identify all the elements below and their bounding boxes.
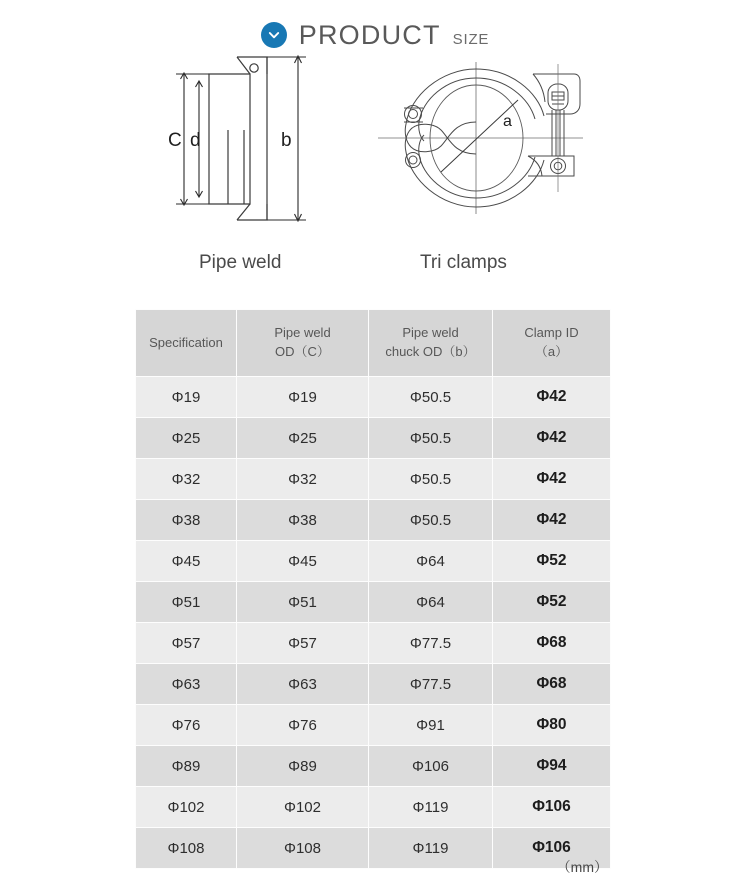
cell-pipe-weld-od: Φ89 bbox=[237, 746, 369, 787]
cell-clamp-id: Φ80 bbox=[493, 705, 611, 746]
cell-chuck-od: Φ77.5 bbox=[369, 664, 493, 705]
cell-chuck-od: Φ50.5 bbox=[369, 418, 493, 459]
dimension-label-a: a bbox=[503, 113, 512, 130]
cell-specification: Φ102 bbox=[136, 787, 237, 828]
table-body bbox=[136, 377, 611, 869]
dimension-label-b: b bbox=[281, 130, 292, 151]
diagram-row bbox=[0, 52, 750, 252]
table-row bbox=[136, 746, 611, 787]
column-header-chuck-od bbox=[369, 310, 493, 377]
cell-clamp-id: Φ52 bbox=[493, 582, 611, 623]
table-row bbox=[136, 377, 611, 418]
cell-clamp-id: Φ68 bbox=[493, 623, 611, 664]
cell-chuck-od: Φ119 bbox=[369, 787, 493, 828]
cell-pipe-weld-od: Φ51 bbox=[237, 582, 369, 623]
column-header-line2: （a） bbox=[534, 344, 569, 359]
cell-clamp-id: Φ94 bbox=[493, 746, 611, 787]
cell-chuck-od: Φ77.5 bbox=[369, 623, 493, 664]
cell-specification: Φ38 bbox=[136, 500, 237, 541]
column-header-line1: Pipe weld bbox=[274, 325, 331, 341]
cell-specification: Φ19 bbox=[136, 377, 237, 418]
specification-table-wrapper bbox=[135, 309, 610, 875]
cell-pipe-weld-od: Φ38 bbox=[237, 500, 369, 541]
table-row bbox=[136, 541, 611, 582]
cell-pipe-weld-od: Φ63 bbox=[237, 664, 369, 705]
cell-clamp-id: Φ42 bbox=[493, 500, 611, 541]
cell-clamp-id: Φ42 bbox=[493, 459, 611, 500]
table-row bbox=[136, 623, 611, 664]
cell-specification: Φ32 bbox=[136, 459, 237, 500]
specification-table bbox=[135, 309, 611, 869]
cell-pipe-weld-od: Φ32 bbox=[237, 459, 369, 500]
cell-specification: Φ45 bbox=[136, 541, 237, 582]
table-row bbox=[136, 500, 611, 541]
cell-chuck-od: Φ91 bbox=[369, 705, 493, 746]
cell-specification: Φ57 bbox=[136, 623, 237, 664]
page-header bbox=[0, 0, 750, 50]
column-header-line2: chuck OD（b） bbox=[385, 344, 476, 359]
cell-chuck-od: Φ106 bbox=[369, 746, 493, 787]
cell-chuck-od: Φ50.5 bbox=[369, 459, 493, 500]
cell-pipe-weld-od: Φ108 bbox=[237, 828, 369, 869]
table-row bbox=[136, 418, 611, 459]
cell-specification: Φ25 bbox=[136, 418, 237, 459]
pipe-weld-caption: Pipe weld bbox=[199, 252, 282, 273]
table-row bbox=[136, 787, 611, 828]
cell-clamp-id: Φ42 bbox=[493, 377, 611, 418]
unit-note: （mm） bbox=[556, 859, 608, 875]
cell-chuck-od: Φ64 bbox=[369, 541, 493, 582]
cell-clamp-id: Φ106 bbox=[493, 828, 611, 869]
tri-clamps-diagram bbox=[378, 52, 583, 224]
column-header-specification bbox=[136, 310, 237, 377]
cell-chuck-od: Φ64 bbox=[369, 582, 493, 623]
page-title: PRODUCT bbox=[298, 19, 441, 50]
tri-clamps-caption: Tri clamps bbox=[420, 252, 507, 273]
column-header-line1: Pipe weld bbox=[402, 325, 459, 341]
dimension-label-d: d bbox=[190, 130, 201, 151]
cell-pipe-weld-od: Φ25 bbox=[237, 418, 369, 459]
cell-chuck-od: Φ50.5 bbox=[369, 500, 493, 541]
chevron-down-icon bbox=[261, 22, 287, 48]
cell-chuck-od: Φ119 bbox=[369, 828, 493, 869]
cell-pipe-weld-od: Φ45 bbox=[237, 541, 369, 582]
table-row bbox=[136, 705, 611, 746]
cell-pipe-weld-od: Φ19 bbox=[237, 377, 369, 418]
cell-pipe-weld-od: Φ76 bbox=[237, 705, 369, 746]
cell-clamp-id: Φ68 bbox=[493, 664, 611, 705]
cell-specification: Φ89 bbox=[136, 746, 237, 787]
cell-specification: Φ76 bbox=[136, 705, 237, 746]
cell-chuck-od: Φ50.5 bbox=[369, 377, 493, 418]
cell-clamp-id: Φ42 bbox=[493, 418, 611, 459]
cell-specification: Φ108 bbox=[136, 828, 237, 869]
table-row bbox=[136, 459, 611, 500]
diagram-captions bbox=[0, 252, 750, 286]
cell-pipe-weld-od: Φ102 bbox=[237, 787, 369, 828]
cell-clamp-id: Φ106 bbox=[493, 787, 611, 828]
page-subtitle: SIZE bbox=[452, 30, 490, 48]
pipe-weld-diagram bbox=[160, 52, 320, 222]
column-header-line2: OD（C） bbox=[275, 344, 330, 359]
column-header-pipe-weld-od bbox=[237, 310, 369, 377]
table-header-row bbox=[136, 310, 611, 377]
cell-specification: Φ63 bbox=[136, 664, 237, 705]
dimension-label-c: C bbox=[168, 130, 182, 151]
cell-clamp-id: Φ52 bbox=[493, 541, 611, 582]
column-header-line1: Specification bbox=[149, 334, 223, 350]
column-header-line1: Clamp ID bbox=[524, 325, 579, 341]
table-row bbox=[136, 664, 611, 705]
table-row bbox=[136, 582, 611, 623]
cell-pipe-weld-od: Φ57 bbox=[237, 623, 369, 664]
cell-specification: Φ51 bbox=[136, 582, 237, 623]
column-header-clamp-id bbox=[493, 310, 611, 377]
